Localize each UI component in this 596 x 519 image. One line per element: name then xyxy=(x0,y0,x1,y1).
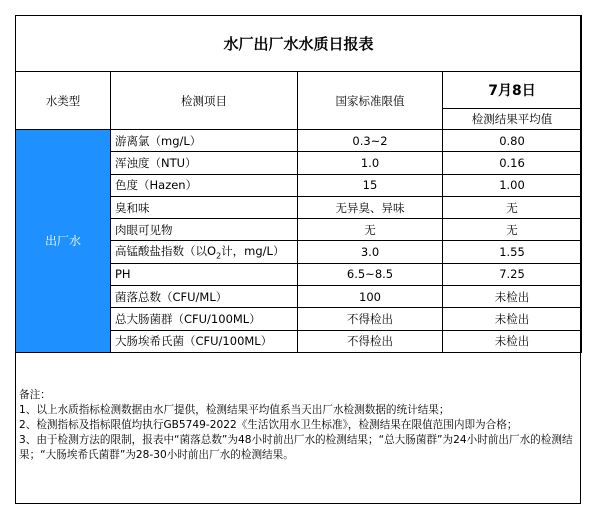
limit-cell: 无 xyxy=(298,219,443,241)
item-text-suffix: 计，mg/L） xyxy=(221,244,285,259)
header-item: 检测项目 xyxy=(111,72,298,130)
result-cell: 无 xyxy=(443,219,582,241)
report-title: 水厂出厂水水质日报表 xyxy=(16,16,582,72)
limit-cell: 100 xyxy=(298,286,443,308)
item-cell: PH xyxy=(111,263,298,285)
limit-cell: 无异臭、异味 xyxy=(298,196,443,218)
result-cell: 1.55 xyxy=(443,241,582,263)
item-cell: 大肠埃希氏菌（CFU/100ML） xyxy=(111,330,298,352)
note-line: 1、以上水质指标检测数据由水厂提供，检测结果平均值系当天出厂水检测数据的统计结果； xyxy=(19,404,450,416)
result-cell: 0.16 xyxy=(443,152,582,174)
water-quality-table xyxy=(15,15,582,353)
limit-cell: 0.3~2 xyxy=(298,130,443,152)
limit-cell: 6.5~8.5 xyxy=(298,263,443,285)
header-result: 检测结果平均值 xyxy=(443,109,582,130)
limit-cell: 不得检出 xyxy=(298,330,443,352)
item-cell: 色度（Hazen） xyxy=(111,174,298,196)
limit-cell: 15 xyxy=(298,174,443,196)
result-cell: 未检出 xyxy=(443,286,582,308)
result-cell: 7.25 xyxy=(443,263,582,285)
notes-section xyxy=(19,388,575,463)
item-cell: 浑浊度（NTU） xyxy=(111,152,298,174)
item-cell: 游离氯（mg/L） xyxy=(111,130,298,152)
item-text-prefix: 高锰酸盐指数（以O xyxy=(115,244,217,259)
notes-heading: 备注： xyxy=(19,389,51,401)
category-cell: 出厂水 xyxy=(16,130,111,353)
limit-cell: 不得检出 xyxy=(298,308,443,330)
item-cell xyxy=(111,241,298,263)
item-cell: 臭和味 xyxy=(111,196,298,218)
limit-cell: 1.0 xyxy=(298,152,443,174)
item-cell: 肉眼可见物 xyxy=(111,219,298,241)
result-cell: 未检出 xyxy=(443,330,582,352)
header-limit: 国家标准限值 xyxy=(298,72,443,130)
item-text-subscript: 2 xyxy=(216,251,222,261)
item-cell: 菌落总数（CFU/ML） xyxy=(111,286,298,308)
result-cell: 0.80 xyxy=(443,130,582,152)
item-cell: 总大肠菌群（CFU/100ML） xyxy=(111,308,298,330)
note-line: 2、检测指标及指标限值均执行GB5749-2022《生活饮用水卫生标准》，检测结果在限值范围内即为合格； xyxy=(19,419,518,431)
result-cell: 无 xyxy=(443,196,582,218)
table-row xyxy=(16,130,582,152)
limit-cell: 3.0 xyxy=(298,241,443,263)
header-water-type: 水类型 xyxy=(16,72,111,130)
note-line: 3、由于检测方法的限制，报表中“菌落总数”为48小时前出厂水的检测结果；“总大肠菌群”为24小时前出厂水的检测结果；“大肠埃希氏菌群”为28-30小时前出厂水的检测结果。 xyxy=(19,434,573,461)
header-date: 7月8日 xyxy=(443,72,582,109)
result-cell: 1.00 xyxy=(443,174,582,196)
result-cell: 未检出 xyxy=(443,308,582,330)
